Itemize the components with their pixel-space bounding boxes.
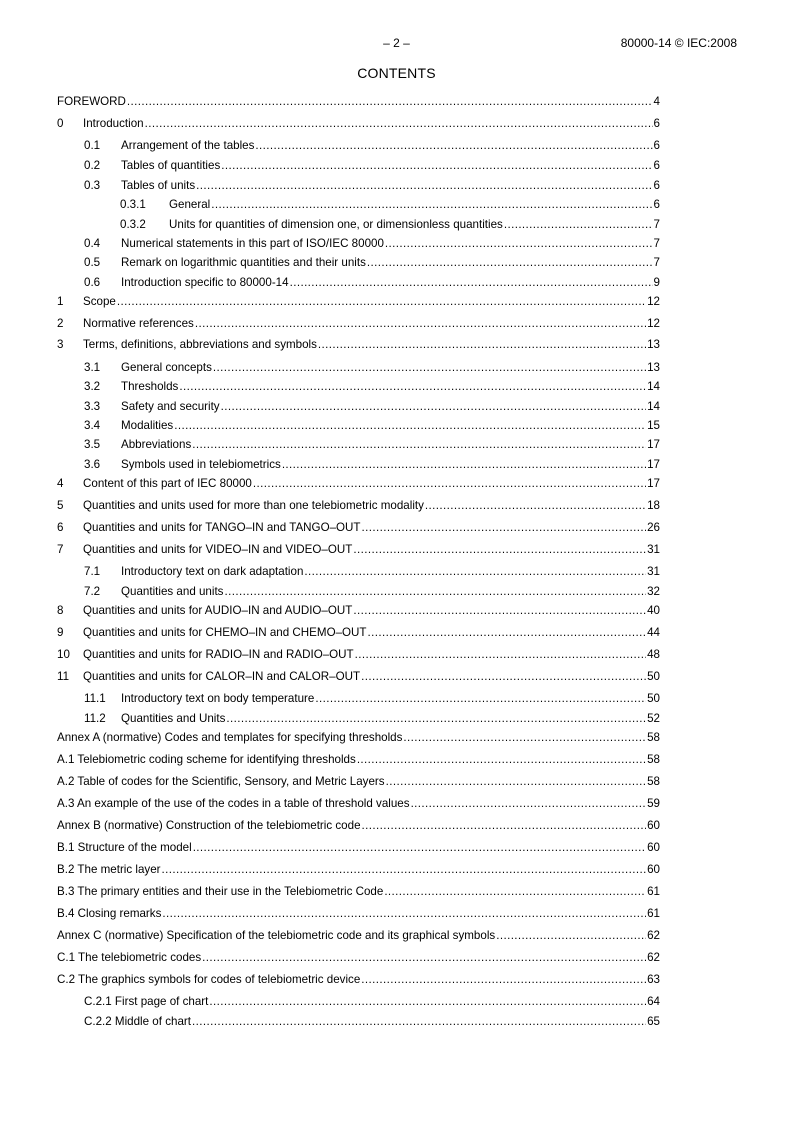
toc-entry-title: Modalities (121, 419, 174, 432)
toc-entry[interactable] (57, 797, 660, 811)
toc-entry-page: 59 (647, 797, 660, 810)
toc-entry-title: Abbreviations (121, 438, 192, 451)
toc-entry[interactable] (57, 565, 660, 579)
toc-entry-title: Introductory text on body temperature (121, 692, 315, 705)
toc-entry-number: 3.5 (84, 438, 101, 451)
toc-entry-number: 0.3.2 (120, 218, 146, 231)
toc-entry-page: 32 (647, 585, 660, 598)
toc-entry-page: 6 (653, 198, 660, 211)
dot-leader (193, 841, 646, 855)
toc-entry-number: 11 (57, 670, 70, 683)
toc-entry[interactable] (57, 973, 660, 987)
toc-entry-number: 3.3 (84, 400, 101, 413)
dot-leader (386, 775, 647, 789)
dot-leader (192, 1015, 646, 1029)
toc-entry-page: 65 (647, 1015, 660, 1028)
toc-entry-title: Normative references (83, 317, 194, 330)
toc-entry[interactable] (57, 907, 660, 921)
dot-leader (282, 458, 646, 472)
toc-entry-title: Remark on logarithmic quantities and their units (121, 256, 366, 269)
toc-entry-page: 13 (647, 338, 660, 351)
toc-entry-page: 6 (653, 159, 660, 172)
dot-leader (211, 198, 652, 212)
toc-entry[interactable] (57, 458, 660, 472)
toc-entry-title: B.2 The metric layer (57, 863, 161, 876)
toc-entry-number: 11.1 (84, 692, 106, 705)
dot-leader (368, 626, 647, 640)
toc-entry[interactable] (57, 626, 660, 640)
dot-leader (304, 565, 646, 579)
toc-entry-title: Annex C (normative) Specification of the telebiometric code and its graphical symbols (57, 929, 496, 942)
toc-entry[interactable] (57, 585, 660, 599)
toc-entry-number: 0.1 (84, 139, 101, 152)
dot-leader (202, 951, 646, 965)
toc-entry-page: 61 (647, 885, 660, 898)
dot-leader (403, 731, 646, 745)
toc-entry-number: 3 (57, 338, 64, 351)
toc-entry-page: 61 (647, 907, 660, 920)
toc-entry-page: 17 (647, 477, 660, 490)
toc-entry-number: 8 (57, 604, 64, 617)
toc-entry-page: 14 (647, 400, 660, 413)
toc-entry[interactable] (57, 863, 660, 877)
dot-leader (253, 477, 646, 491)
toc-entry-title: Units for quantities of dimension one, or dimensionless quantities (169, 218, 503, 231)
toc-entry-title: C.2.1 First page of chart (84, 995, 209, 1008)
toc-entry-number: 0.5 (84, 256, 101, 269)
toc-entry[interactable] (57, 295, 660, 309)
toc-entry-page: 31 (647, 565, 660, 578)
toc-entry-page: 58 (647, 753, 660, 766)
toc-entry-number: 5 (57, 499, 64, 512)
toc-entry-page: 7 (653, 218, 660, 231)
toc-entry-title: Tables of quantities (121, 159, 221, 172)
toc-entry-title: C.2.2 Middle of chart (84, 1015, 191, 1028)
toc-entry[interactable] (57, 819, 660, 833)
toc-entry-page: 64 (647, 995, 660, 1008)
dot-leader (195, 317, 646, 331)
toc-entry-title: Quantities and units for RADIO–IN and RADIO–OUT (83, 648, 354, 661)
dot-leader (179, 380, 646, 394)
toc-entry-number: 3.6 (84, 458, 101, 471)
toc-entry-page: 62 (647, 951, 660, 964)
toc-entry[interactable] (57, 731, 660, 745)
toc-entry-number: 7.2 (84, 585, 101, 598)
document-reference: 80000-14 © IEC:2008 (620, 36, 737, 50)
dot-leader (209, 995, 646, 1009)
toc-entry-title: Numerical statements in this part of ISO/IEC 80000 (121, 237, 384, 250)
toc-entry-number: 3.2 (84, 380, 101, 393)
toc-entry-page: 4 (653, 95, 660, 108)
dot-leader (255, 139, 652, 153)
toc-entry-title: FOREWORD (57, 95, 126, 108)
toc-entry[interactable] (57, 276, 660, 290)
toc-entry-number: 0.2 (84, 159, 101, 172)
toc-entry[interactable] (57, 692, 660, 706)
toc-entry[interactable] (57, 95, 660, 109)
toc-entry-title: Tables of units (121, 179, 196, 192)
toc-entry[interactable] (57, 159, 660, 173)
toc-entry-page: 18 (647, 499, 660, 512)
toc-entry[interactable] (57, 995, 660, 1009)
toc-entry-page: 15 (647, 419, 660, 432)
dot-leader (162, 907, 646, 921)
toc-entry[interactable] (57, 380, 660, 394)
toc-entry[interactable] (57, 929, 660, 943)
dot-leader (355, 648, 646, 662)
toc-entry[interactable] (57, 338, 660, 352)
toc-entry-number: 0.3.1 (120, 198, 146, 211)
page-title: CONTENTS (357, 65, 436, 81)
toc-entry-page: 6 (653, 179, 660, 192)
toc-entry-page: 60 (647, 863, 660, 876)
toc-entry-title: Quantities and units for VIDEO–IN and VIDEO–OUT (83, 543, 353, 556)
dot-leader (117, 295, 646, 309)
toc-entry-page: 31 (647, 543, 660, 556)
dot-leader (192, 438, 646, 452)
toc-entry-title: Scope (83, 295, 116, 308)
toc-entry[interactable] (57, 499, 660, 513)
dot-leader (362, 521, 647, 535)
toc-entry-page: 52 (647, 712, 660, 725)
toc-entry-title: Introductory text on dark adaptation (121, 565, 304, 578)
toc-entry[interactable] (57, 951, 660, 965)
toc-entry[interactable] (57, 648, 660, 662)
toc-entry-number: 11.2 (84, 712, 106, 725)
toc-entry-page: 48 (647, 648, 660, 661)
toc-entry-title: General concepts (121, 361, 212, 374)
toc-entry-title: Quantities and units for AUDIO–IN and AUDIO–OUT (83, 604, 353, 617)
toc-entry-page: 17 (647, 458, 660, 471)
toc-entry-title: Quantities and units used for more than one telebiometric modality (83, 499, 424, 512)
toc-entry-number: 9 (57, 626, 64, 639)
toc-entry-number: 3.4 (84, 419, 101, 432)
toc-entry-page: 60 (647, 819, 660, 832)
toc-entry-title: Introduction specific to 80000-14 (121, 276, 289, 289)
toc-entry-page: 12 (647, 295, 660, 308)
toc-entry-title: A.1 Telebiometric coding scheme for identifying thresholds (57, 753, 356, 766)
toc-entry-number: 0.6 (84, 276, 101, 289)
toc-entry-page: 7 (653, 256, 660, 269)
dot-leader (290, 276, 653, 290)
toc-entry[interactable] (57, 256, 660, 270)
dot-leader (504, 218, 653, 232)
dot-leader (174, 419, 646, 433)
toc-entry[interactable] (57, 438, 660, 452)
dot-leader (127, 95, 653, 109)
dot-leader (315, 692, 646, 706)
toc-entry[interactable] (57, 317, 660, 331)
toc-entry-title: Content of this part of IEC 80000 (83, 477, 252, 490)
toc-entry-page: 58 (647, 775, 660, 788)
toc-entry-title: General (169, 198, 211, 211)
toc-entry-number: 4 (57, 477, 64, 490)
toc-entry-number: 7 (57, 543, 64, 556)
toc-entry-page: 6 (653, 139, 660, 152)
toc-entry-page: 9 (653, 276, 660, 289)
dot-leader (361, 973, 646, 987)
toc-entry-page: 6 (653, 117, 660, 130)
toc-entry-number: 1 (57, 295, 64, 308)
dot-leader (145, 117, 653, 131)
toc-entry[interactable] (57, 117, 660, 131)
toc-entry-page: 40 (647, 604, 660, 617)
toc-entry[interactable] (57, 361, 660, 375)
dot-leader (361, 670, 646, 684)
toc-entry-title: Thresholds (121, 380, 179, 393)
toc-entry-title: B.1 Structure of the model (57, 841, 192, 854)
toc-entry-title: A.2 Table of codes for the Scientific, Sensory, and Metric Layers (57, 775, 385, 788)
toc-entry-page: 7 (653, 237, 660, 250)
toc-entry-page: 12 (647, 317, 660, 330)
toc-entry-page: 44 (647, 626, 660, 639)
toc-entry-title: C.1 The telebiometric codes (57, 951, 202, 964)
toc-entry-title: Quantities and Units (121, 712, 226, 725)
toc-entry-title: C.2 The graphics symbols for codes of telebiometric device (57, 973, 361, 986)
toc-entry-title: Terms, definitions, abbreviations and symbols (83, 338, 317, 351)
toc-entry-page: 62 (647, 929, 660, 942)
dot-leader (357, 753, 646, 767)
toc-entry-title: Symbols used in telebiometrics (121, 458, 281, 471)
toc-entry-number: 0 (57, 117, 64, 130)
toc-entry[interactable] (57, 841, 660, 855)
page-number: – 2 – (383, 36, 410, 50)
toc-entry[interactable] (57, 1015, 660, 1029)
toc-entry-title: Annex A (normative) Codes and templates for specifying thresholds (57, 731, 403, 744)
toc-entry-title: Quantities and units (121, 585, 224, 598)
dot-leader (318, 338, 646, 352)
toc-entry[interactable] (57, 885, 660, 899)
toc-entry-title: B.3 The primary entities and their use in the Telebiometric Code (57, 885, 384, 898)
toc-entry[interactable] (57, 753, 660, 767)
toc-entry-number: 10 (57, 648, 70, 661)
dot-leader (362, 819, 647, 833)
toc-entry-title: Quantities and units for TANGO–IN and TANGO–OUT (83, 521, 361, 534)
toc-entry[interactable] (57, 712, 660, 726)
toc-entry-number: 0.4 (84, 237, 101, 250)
toc-entry-title: A.3 An example of the use of the codes in a table of threshold values (57, 797, 410, 810)
toc-entry-title: Quantities and units for CHEMO–IN and CHEMO–OUT (83, 626, 367, 639)
dot-leader (213, 361, 646, 375)
toc-entry-title: B.4 Closing remarks (57, 907, 162, 920)
dot-leader (224, 585, 646, 599)
toc-entry-number: 3.1 (84, 361, 101, 374)
toc-entry[interactable] (57, 477, 660, 491)
dot-leader (196, 179, 652, 193)
toc-entry[interactable] (57, 179, 660, 193)
toc-entry[interactable] (57, 237, 660, 251)
toc-entry-page: 50 (647, 670, 660, 683)
toc-entry-page: 26 (647, 521, 660, 534)
toc-entry[interactable] (57, 775, 660, 789)
toc-entry[interactable] (57, 419, 660, 433)
toc-entry-page: 60 (647, 841, 660, 854)
dot-leader (353, 604, 646, 618)
toc-entry-number: 2 (57, 317, 64, 330)
toc-entry-title: Arrangement of the tables (121, 139, 255, 152)
dot-leader (221, 159, 652, 173)
dot-leader (162, 863, 647, 877)
toc-entry-title: Safety and security (121, 400, 220, 413)
toc-entry-page: 63 (647, 973, 660, 986)
dot-leader (367, 256, 653, 270)
toc-entry[interactable] (57, 543, 660, 557)
dot-leader (496, 929, 646, 943)
dot-leader (353, 543, 646, 557)
dot-leader (226, 712, 646, 726)
toc-entry-title: Annex B (normative) Construction of the telebiometric code (57, 819, 361, 832)
dot-leader (384, 885, 646, 899)
toc-entry[interactable] (57, 198, 660, 212)
dot-leader (425, 499, 646, 513)
toc-entry-page: 50 (647, 692, 660, 705)
toc-entry[interactable] (57, 670, 660, 684)
toc-entry-number: 6 (57, 521, 64, 534)
toc-entry[interactable] (57, 139, 660, 153)
toc-entry[interactable] (57, 218, 660, 232)
toc-entry-title: Introduction (83, 117, 144, 130)
toc-entry-number: 7.1 (84, 565, 101, 578)
toc-entry-page: 17 (647, 438, 660, 451)
toc-entry-number: 0.3 (84, 179, 101, 192)
dot-leader (411, 797, 647, 811)
dot-leader (221, 400, 646, 414)
toc-entry[interactable] (57, 604, 660, 618)
toc-entry-page: 58 (647, 731, 660, 744)
toc-entry-page: 13 (647, 361, 660, 374)
toc-entry-title: Quantities and units for CALOR–IN and CALOR–OUT (83, 670, 361, 683)
toc-entry[interactable] (57, 521, 660, 535)
toc-entry[interactable] (57, 400, 660, 414)
toc-entry-page: 14 (647, 380, 660, 393)
dot-leader (385, 237, 653, 251)
